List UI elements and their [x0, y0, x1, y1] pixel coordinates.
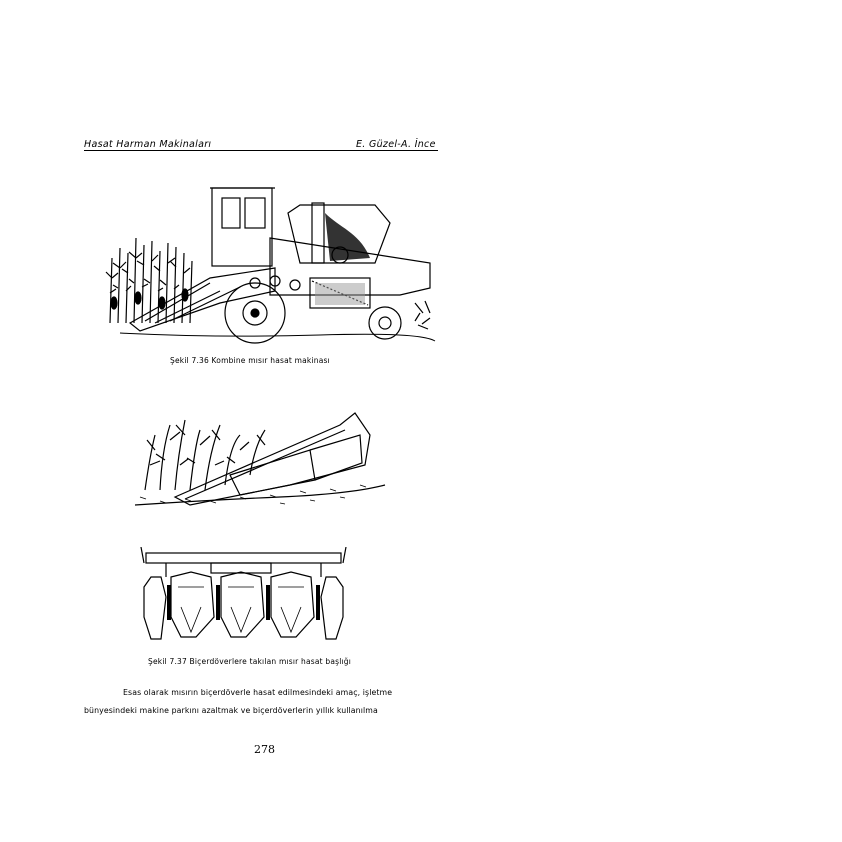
header-rule — [84, 150, 438, 151]
corn-header-front-drawing — [136, 547, 351, 647]
page-header-left: Hasat Harman Makinaları — [84, 139, 212, 150]
body-text-line-2: bünyesindeki makine parkını azaltmak ve biçerdöverlerin yıllık kullanılma — [84, 706, 378, 715]
figure-caption-7-37: Şekil 7.37 Biçerdöverlere takılan mısır hasat başlığı — [148, 657, 352, 666]
row-units — [171, 572, 314, 637]
body-text-line-1: Esas olarak mısırın biçerdöverle hasat edilmesindeki amaç, işletme — [123, 688, 393, 697]
figure-caption-7-36: Şekil 7.36 Kombine mısır hasat makinası — [170, 356, 330, 365]
combine-harvester-drawing — [100, 183, 440, 348]
corn-stalks-left — [106, 238, 192, 323]
page-header-right: E. Güzel-A. İnce — [356, 139, 436, 150]
page-number: 278 — [254, 743, 275, 756]
corn-plants — [145, 420, 265, 490]
corn-header-side-drawing — [130, 405, 390, 515]
